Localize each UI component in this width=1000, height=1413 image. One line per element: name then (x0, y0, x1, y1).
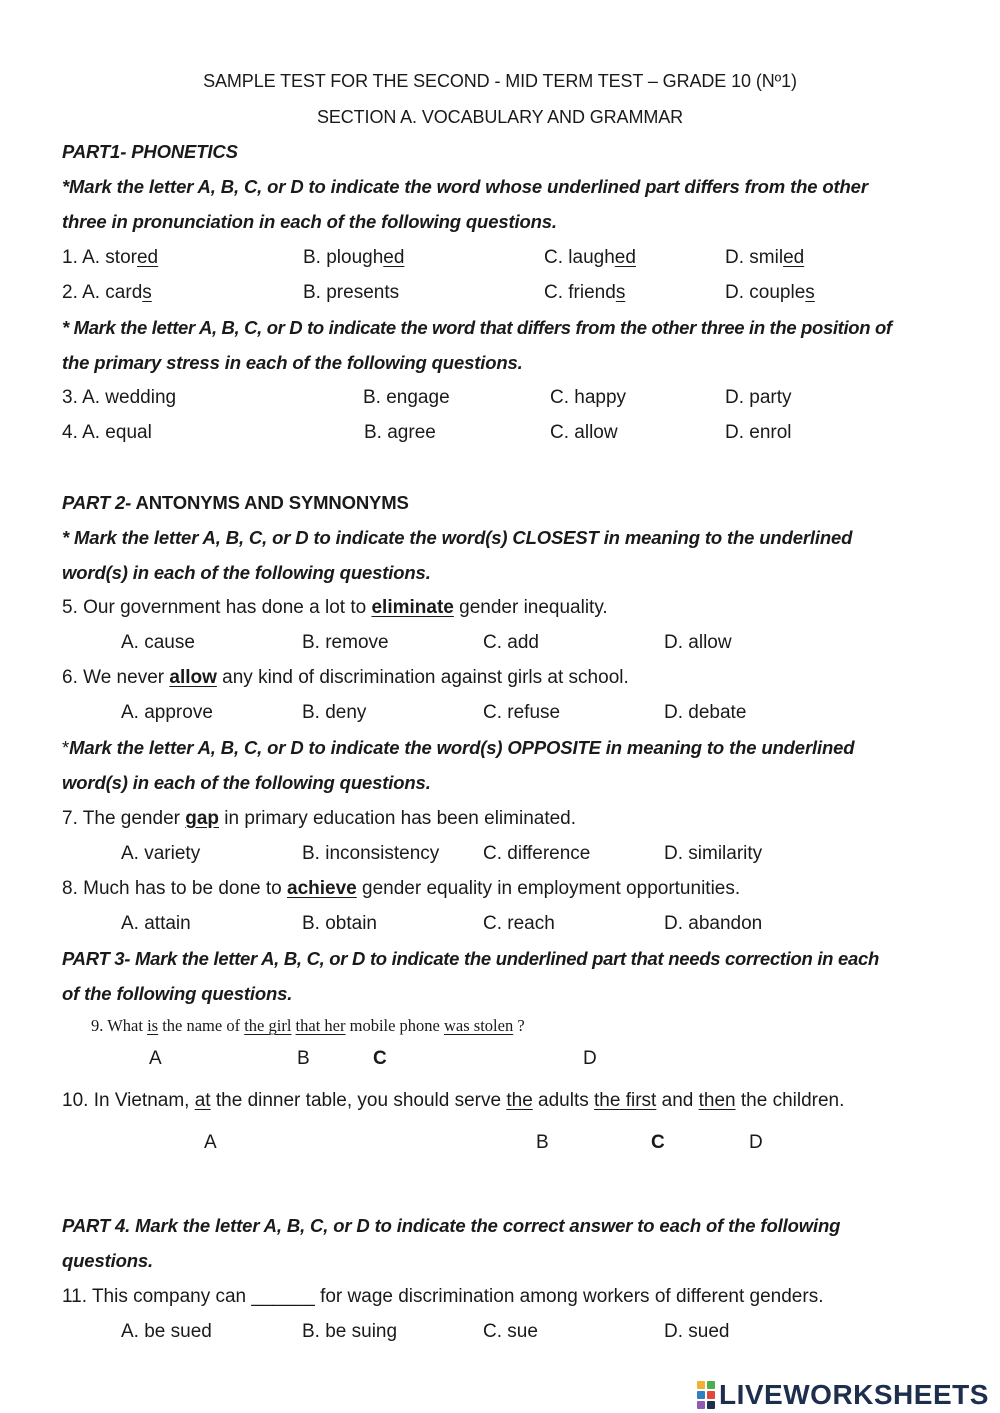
q7-option-d[interactable]: D. similarity (664, 843, 763, 864)
q6-option-b[interactable]: B. deny (302, 702, 367, 723)
q4-option-a[interactable]: 4. A. equal (62, 422, 152, 443)
q2-option-c[interactable]: C. friends (544, 282, 626, 303)
q1-option-d[interactable]: D. smiled (725, 247, 805, 268)
q7-stem: 7. The gender gap in primary education has been eliminated. (62, 808, 577, 829)
q3-option-a[interactable]: 3. A. wedding (62, 387, 177, 408)
part2-synonym-instruction-line1: * Mark the letter A, B, C, or D to indicate the word(s) CLOSEST in meaning to the underlined (62, 527, 853, 548)
part1-instruction-line2: three in pronunciation in each of the following questions. (62, 211, 557, 232)
q9-label-a[interactable]: A (149, 1048, 162, 1069)
q5-option-c[interactable]: C. add (483, 632, 539, 653)
q9-sentence: 9. What is the name of the girl that her mobile phone was stolen ? (91, 1016, 525, 1035)
q2-option-b[interactable]: B. presents (303, 282, 400, 303)
part1-stress-instruction-line1: * Mark the letter A, B, C, or D to indicate the word that differs from the other three in the position of (62, 317, 892, 338)
liveworksheets-logo[interactable] (697, 1380, 989, 1410)
q1-option-a[interactable]: 1. A. stored (62, 247, 159, 268)
q8-option-c[interactable]: C. reach (483, 913, 555, 934)
q7-option-c[interactable]: C. difference (483, 843, 591, 864)
part1-stress-instruction-line2: the primary stress in each of the following questions. (62, 352, 523, 373)
part4-instruction-line2: questions. (62, 1250, 154, 1271)
q10-sentence: 10. In Vietnam, at the dinner table, you should serve the adults the first and then the children. (62, 1090, 845, 1111)
logo-text: LIVEWORKSHEETS (719, 1379, 989, 1410)
q2-option-a[interactable]: 2. A. cards (62, 282, 152, 303)
q8-option-b[interactable]: B. obtain (302, 913, 377, 934)
q11-option-c[interactable]: C. sue (483, 1321, 538, 1342)
part2-heading: PART 2- ANTONYMS AND SYMNONYMS (62, 492, 409, 513)
q4-option-b[interactable]: B. agree (364, 422, 436, 443)
q8-stem: 8. Much has to be done to achieve gender equality in employment opportunities. (62, 878, 741, 899)
q11-option-d[interactable]: D. sued (664, 1321, 730, 1342)
part2-antonym-instruction-line1: *Mark the letter A, B, C, or D to indicate the word(s) OPPOSITE in meaning to the underlined (62, 737, 855, 758)
q5-stem: 5. Our government has done a lot to eliminate gender inequality. (62, 597, 608, 618)
q5-option-d[interactable]: D. allow (664, 632, 732, 653)
q9-label-b[interactable]: B (297, 1048, 310, 1069)
q5-option-b[interactable]: B. remove (302, 632, 389, 653)
q7-option-a[interactable]: A. variety (121, 843, 201, 864)
part2-synonym-instruction-line2: word(s) in each of the following questions. (62, 562, 431, 583)
q6-option-a[interactable]: A. approve (121, 702, 213, 723)
q9-label-c[interactable]: C (373, 1048, 387, 1069)
q5-option-a[interactable]: A. cause (121, 632, 195, 653)
part1-instruction-line1: *Mark the letter A, B, C, or D to indicate the word whose underlined part differs from the other (62, 176, 868, 197)
q4-option-d[interactable]: D. enrol (725, 422, 792, 443)
q10-label-a[interactable]: A (204, 1132, 217, 1153)
q1-option-c[interactable]: C. laughed (544, 247, 636, 268)
part3-instruction-line1: PART 3- Mark the letter A, B, C, or D to indicate the underlined part that needs correction in each (62, 948, 879, 969)
q8-option-a[interactable]: A. attain (121, 913, 191, 934)
q3-option-d[interactable]: D. party (725, 387, 792, 408)
logo-mark-icon (697, 1381, 715, 1409)
section-title: SECTION A. VOCABULARY AND GRAMMAR (316, 107, 684, 127)
part1-heading: PART1- PHONETICS (62, 141, 238, 162)
q10-label-b[interactable]: B (536, 1132, 549, 1153)
q4-option-c[interactable]: C. allow (550, 422, 618, 443)
q11-stem: 11. This company can ______ for wage discrimination among workers of different genders. (62, 1286, 824, 1307)
q9-label-d[interactable]: D (583, 1048, 597, 1069)
q10-label-c[interactable]: C (651, 1132, 665, 1153)
q6-option-d[interactable]: D. debate (664, 702, 747, 723)
part2-antonym-instruction-line2: word(s) in each of the following questions. (62, 772, 431, 793)
page-title: SAMPLE TEST FOR THE SECOND - MID TERM TEST – GRADE 10 (Nº1) (203, 71, 797, 91)
q6-option-c[interactable]: C. refuse (483, 702, 561, 723)
q3-option-c[interactable]: C. happy (550, 387, 627, 408)
q8-option-d[interactable]: D. abandon (664, 913, 763, 934)
q1-option-b[interactable]: B. ploughed (303, 247, 405, 268)
q10-label-d[interactable]: D (749, 1132, 763, 1153)
part3-instruction-line2: of the following questions. (62, 983, 293, 1004)
q7-option-b[interactable]: B. inconsistency (302, 843, 440, 864)
part4-instruction-line1: PART 4. Mark the letter A, B, C, or D to indicate the correct answer to each of the following (62, 1215, 841, 1236)
q3-option-b[interactable]: B. engage (363, 387, 450, 408)
q11-option-b[interactable]: B. be suing (302, 1321, 398, 1342)
q2-option-d[interactable]: D. couples (725, 282, 815, 303)
q11-option-a[interactable]: A. be sued (121, 1321, 212, 1342)
q6-stem: 6. We never allow any kind of discrimination against girls at school. (62, 667, 629, 688)
